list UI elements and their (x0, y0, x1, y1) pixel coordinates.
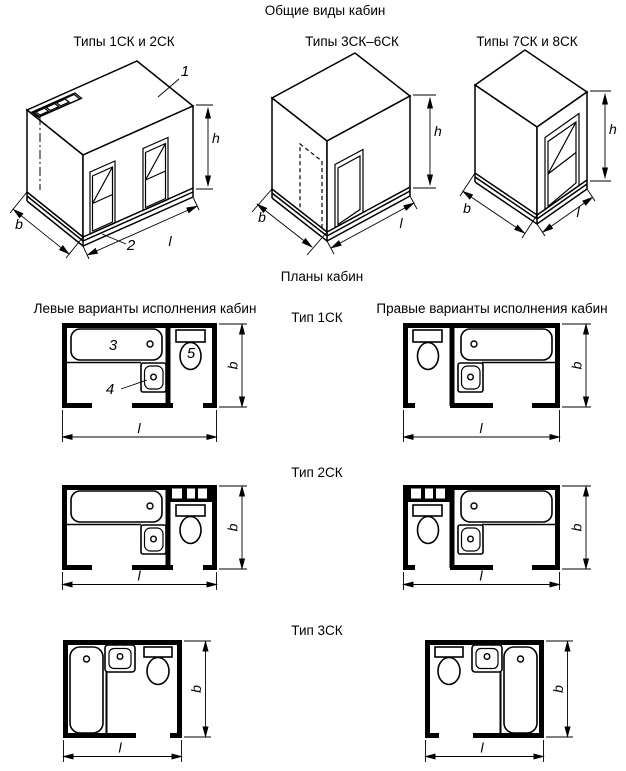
length-label: l (480, 739, 484, 756)
bathtub (71, 491, 162, 522)
plan-2sk-left (62, 485, 247, 590)
bathtub (504, 647, 537, 733)
length-label: l (399, 215, 403, 231)
vent-duct-block (406, 485, 455, 502)
iso-view-3 (460, 34, 617, 238)
plan-2sk-right (403, 485, 591, 590)
callout-base-number: 2 (126, 237, 136, 254)
dimension-length (425, 740, 544, 763)
plan-row-1 (62, 310, 591, 442)
toilet (435, 647, 463, 685)
main-title: Общие виды кабин (264, 3, 386, 18)
height-label: h (434, 123, 442, 139)
dimension-length (403, 410, 560, 442)
plan-1sk-right (403, 323, 591, 442)
left-column-title: Левые варианты исполнения кабин (33, 301, 257, 316)
washbasin (472, 645, 502, 672)
vent-duct-block (166, 485, 218, 502)
bathtub (70, 647, 103, 733)
length-label: l (118, 739, 122, 756)
right-column-title: Правые варианты исполнения кабин (376, 301, 608, 316)
depth-label: b (568, 523, 585, 532)
height-label: h (609, 121, 617, 137)
dimension-depth (546, 641, 573, 737)
toilet-bowl (147, 658, 169, 685)
washbasin (141, 363, 166, 392)
dimension-depth (562, 324, 591, 407)
depth-label: b (550, 685, 566, 693)
length-label: l (576, 204, 580, 220)
callout-toilet: 5 (186, 345, 196, 362)
toilet-tank (144, 647, 172, 657)
length-label: l (137, 420, 141, 436)
toilet (413, 505, 442, 544)
depth-label: b (224, 523, 241, 532)
length-label: l (137, 567, 141, 584)
dimension-height (413, 95, 442, 188)
general-views-section (10, 34, 617, 259)
length-label: l (479, 567, 483, 584)
toilet-tank (176, 330, 205, 342)
length-label: l (479, 420, 483, 436)
bathtub (461, 491, 552, 522)
dimension-length (62, 568, 217, 591)
iso-view-1-label: Типы 1СК и 2СК (73, 34, 175, 49)
toilet (144, 647, 172, 685)
toilet-bowl (438, 658, 460, 685)
dimension-length (403, 568, 560, 591)
plan-row-3 (63, 623, 573, 762)
toilet-tank (176, 505, 205, 516)
length-label: l (168, 233, 172, 249)
plan-3sk-left (63, 640, 211, 762)
plan-row-3-label: Тип 3СК (291, 623, 343, 638)
washbasin (141, 525, 166, 554)
dimension-height (590, 91, 617, 181)
callout-bathtub: 3 (108, 337, 118, 354)
bathtub (461, 329, 552, 360)
toilet-tank (435, 647, 463, 657)
dimension-depth (219, 324, 247, 407)
plan-row-1-label: Тип 1СК (291, 310, 343, 325)
plan-row-2 (62, 465, 591, 590)
iso-view-2 (252, 34, 442, 255)
depth-label: b (15, 216, 23, 232)
toilet-bowl (418, 343, 439, 370)
dimension-length (63, 740, 182, 763)
plan-row-2-label: Тип 2СК (291, 465, 343, 480)
toilet (176, 505, 205, 544)
iso-view-1 (10, 34, 220, 259)
plan-1sk-left (62, 323, 247, 442)
callout-roof-number: 1 (180, 63, 190, 80)
plans-section-title: Планы кабин (280, 269, 364, 284)
toilet-bowl (418, 517, 439, 544)
washbasin (105, 645, 135, 672)
dimension-depth (219, 486, 247, 569)
depth-label: b (258, 209, 266, 225)
washbasin (458, 363, 483, 392)
depth-label: b (224, 361, 241, 370)
callout-base (102, 234, 136, 254)
washbasin (458, 525, 483, 554)
dimension-length (62, 410, 217, 442)
toilet-bowl (180, 517, 201, 544)
depth-label: b (188, 685, 204, 693)
height-label: h (212, 130, 220, 146)
depth-label: b (568, 361, 585, 370)
dimension-depth (562, 486, 591, 569)
toilet (413, 330, 442, 370)
callout-washbasin: 4 (105, 381, 115, 398)
depth-label: b (463, 200, 471, 216)
toilet-tank (413, 330, 442, 342)
dimension-depth (184, 641, 211, 737)
plan-3sk-right (425, 640, 573, 762)
dimension-height (196, 105, 220, 189)
iso-view-2-label: Типы 3СК–6СК (305, 34, 399, 49)
iso-view-3-label: Типы 7СК и 8СК (476, 34, 578, 49)
toilet-tank (413, 505, 442, 516)
